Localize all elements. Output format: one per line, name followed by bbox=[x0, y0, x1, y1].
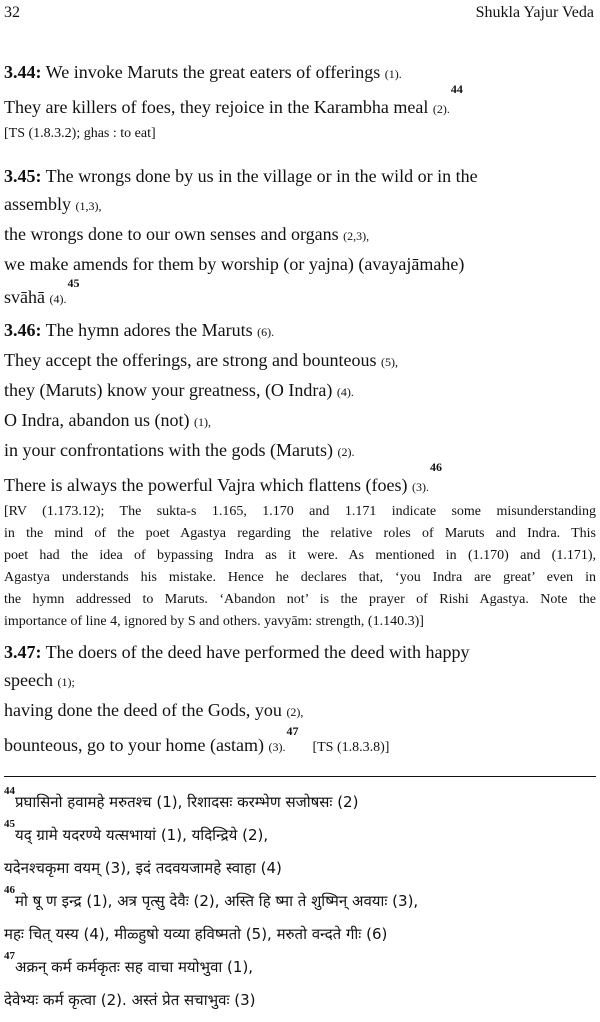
verse-number: 3.44: bbox=[4, 62, 42, 82]
verse-line: svāhā (4).$^{45}$ bbox=[4, 276, 80, 307]
footnote-marker: 44 bbox=[450, 82, 463, 96]
book-title: Shukla Yajur Veda bbox=[475, 4, 594, 21]
page-number: 32 bbox=[4, 4, 20, 21]
verse-number: 3.45: bbox=[4, 166, 42, 186]
verse-line: speech (1); bbox=[4, 670, 75, 690]
footnote-marker: 47 bbox=[286, 724, 299, 738]
verse-line: we make amends for them by worship (or yajna) (avayajāmahe) bbox=[4, 254, 465, 274]
verse-line: They are killers of foes, they rejoice in the Karambha meal (2).$^{44}$ bbox=[4, 82, 463, 117]
verse-3-45 bbox=[4, 162, 596, 313]
verse-line: 3.45: The wrongs done by us in the village or in the wild or in the bbox=[4, 166, 478, 186]
verse-line: O Indra, abandon us (not) (1), bbox=[4, 410, 211, 430]
verse-line: having done the deed of the Gods, you (2), bbox=[4, 700, 304, 720]
source-reference: [TS (1.8.3.8)] bbox=[312, 740, 390, 755]
running-header bbox=[4, 2, 594, 24]
footnote-divider bbox=[4, 776, 596, 777]
footnote-line: देवेभ्यः कर्म कृत्वा (2). अस्तं प्रेत सचाभुवः (3) bbox=[4, 991, 256, 1009]
verse-line: They accept the offerings, are strong and bounteous (5), bbox=[4, 350, 399, 370]
verse-line: 3.46: The hymn adores the Maruts (6). bbox=[4, 320, 275, 340]
footnote-line: $^{45}$यद् ग्रामे यदरण्ये यत्सभायां (1), यदिन्द्रिये (2), bbox=[4, 818, 269, 844]
footnote-line: यदेनश्चकृमा वयम् (3), इदं तदवयजामहे स्वाहा (4) bbox=[4, 859, 282, 877]
verse-line: 3.44: We invoke Maruts the great eaters of offerings (1). bbox=[4, 62, 402, 82]
verse-line: bounteous, go to your home (astam) (3).$^{47}$[TS (1.8.3.8)] bbox=[4, 724, 390, 755]
verse-3-47 bbox=[4, 638, 596, 762]
footnote-marker: 45 bbox=[67, 276, 80, 290]
footnote-marker: 46 bbox=[430, 460, 443, 474]
verse-line: the wrongs done to our own senses and organs (2,3), bbox=[4, 224, 370, 244]
footnote-line: $^{46}$मो षू ण इन्द्र (1), अत्र पृत्सु देवैः (2), अस्ति हि ष्मा ते शुष्मिन् अवयाः (3), bbox=[4, 884, 419, 910]
verse-3-44 bbox=[4, 58, 596, 145]
footnotes bbox=[4, 784, 596, 1015]
footnote-line: $^{47}$अक्रन् कर्म कर्मकृतः सह वाचा मयोभुवा (1), bbox=[4, 950, 254, 976]
verse-note: [TS (1.8.3.2); ghas : to eat] bbox=[4, 126, 156, 141]
verse-note: [RV (1.173.12); The sukta-s 1.165, 1.170 and 1.171 indicate some misunderstanding in the mind of the poet Agastya regarding the relative roles of Maruts and Indra. This poet had the idea of bypassing Indra as it were. As mentioned in (1.170) and (1.171), Agastya understands his mistake. Hence he declares that, ‘you Indra are great’ even in the hymn addressed to Maruts. ‘Abandon not’ is the prayer of Rishi Agastya. Note the importance of line 4, ignored by S and others. yavyām: strength, (1.140.3)] bbox=[4, 504, 596, 629]
verse-3-46 bbox=[4, 316, 596, 633]
verse-line: 3.47: The doers of the deed have performed the deed with happy bbox=[4, 642, 470, 662]
footnote-line: महः चित् यस्य (4), मीळ्हुषो यव्या हविष्मतो (5), मरुतो वन्दते गीः (6) bbox=[4, 925, 388, 943]
verse-number: 3.47: bbox=[4, 642, 42, 662]
verse-line: There is always the powerful Vajra which flattens (foes) (3).$^{46}$ bbox=[4, 460, 443, 495]
verse-line: assembly (1,3), bbox=[4, 194, 102, 214]
verse-line: in your confrontations with the gods (Maruts) (2). bbox=[4, 440, 355, 460]
verse-line: they (Maruts) know your greatness, (O Indra) (4). bbox=[4, 380, 354, 400]
footnote-line: $^{44}$प्रघासिनो हवामहे मरुतश्च (1), रिशादसः करम्भेण सजोषसः (2) bbox=[4, 785, 359, 811]
verse-number: 3.46: bbox=[4, 320, 42, 340]
